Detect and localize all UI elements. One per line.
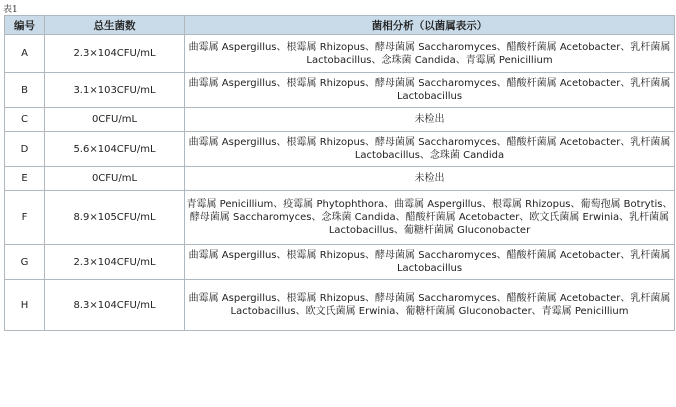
row-analysis: 青霉属 Penicillium、疫霉属 Phytophthora、曲霉属 Aspergillus、根霉属 Rhizopus、葡萄孢属 Botrytis、酵母菌属 Saccharomyces、念珠菌 Candida、醋酸杆菌属 Acetobacter、欧文氏菌属 Erwinia、乳杆菌属 Lactobacillus、葡糖杆菌属 Gluconobacter xyxy=(185,191,675,245)
table-row xyxy=(5,73,675,108)
row-analysis: 曲霉属 Aspergillus、根霉属 Rhizopus、酵母菌属 Saccharomyces、醋酸杆菌属 Acetobacter、乳杆菌属 Lactobacillus xyxy=(185,245,675,280)
row-total-count: 8.3×104CFU/mL xyxy=(45,280,185,331)
header-total-count: 总生菌数 xyxy=(45,16,185,35)
row-total-count: 2.3×104CFU/mL xyxy=(45,35,185,73)
row-analysis: 曲霉属 Aspergillus、根霉属 Rhizopus、酵母菌属 Saccharomyces、醋酸杆菌属 Acetobacter、乳杆菌属 Lactobacillus、念珠菌 Candida xyxy=(185,132,675,167)
header-id: 编号 xyxy=(5,16,45,35)
row-analysis: 曲霉属 Aspergillus、根霉属 Rhizopus、酵母菌属 Saccharomyces、醋酸杆菌属 Acetobacter、乳杆菌属 Lactobacillus、念珠菌 Candida、青霉属 Penicillium xyxy=(185,35,675,73)
row-id: C xyxy=(5,108,45,132)
row-total-count: 5.6×104CFU/mL xyxy=(45,132,185,167)
row-analysis: 曲霉属 Aspergillus、根霉属 Rhizopus、酵母菌属 Saccharomyces、醋酸杆菌属 Acetobacter、乳杆菌属 Lactobacillus xyxy=(185,73,675,108)
row-analysis: 未检出 xyxy=(185,108,675,132)
row-total-count: 3.1×103CFU/mL xyxy=(45,73,185,108)
table-row xyxy=(5,35,675,73)
row-id: G xyxy=(5,245,45,280)
header-analysis: 菌相分析（以菌属表示） xyxy=(185,16,675,35)
table-caption: 表1 xyxy=(3,5,18,15)
microbe-table xyxy=(4,15,675,331)
row-id: E xyxy=(5,167,45,191)
row-total-count: 0CFU/mL xyxy=(45,167,185,191)
table-row xyxy=(5,191,675,245)
table-row xyxy=(5,108,675,132)
table-row xyxy=(5,245,675,280)
table-row xyxy=(5,280,675,331)
row-id: H xyxy=(5,280,45,331)
row-total-count: 8.9×105CFU/mL xyxy=(45,191,185,245)
row-id: F xyxy=(5,191,45,245)
table-header-row xyxy=(5,16,675,35)
table-row xyxy=(5,167,675,191)
row-analysis: 曲霉属 Aspergillus、根霉属 Rhizopus、酵母菌属 Saccharomyces、醋酸杆菌属 Acetobacter、乳杆菌属 Lactobacillus、欧文氏菌属 Erwinia、葡糖杆菌属 Gluconobacter、青霉属 Penicillium xyxy=(185,280,675,331)
row-total-count: 2.3×104CFU/mL xyxy=(45,245,185,280)
row-id: B xyxy=(5,73,45,108)
row-id: A xyxy=(5,35,45,73)
row-id: D xyxy=(5,132,45,167)
row-total-count: 0CFU/mL xyxy=(45,108,185,132)
table-row xyxy=(5,132,675,167)
row-analysis: 未检出 xyxy=(185,167,675,191)
